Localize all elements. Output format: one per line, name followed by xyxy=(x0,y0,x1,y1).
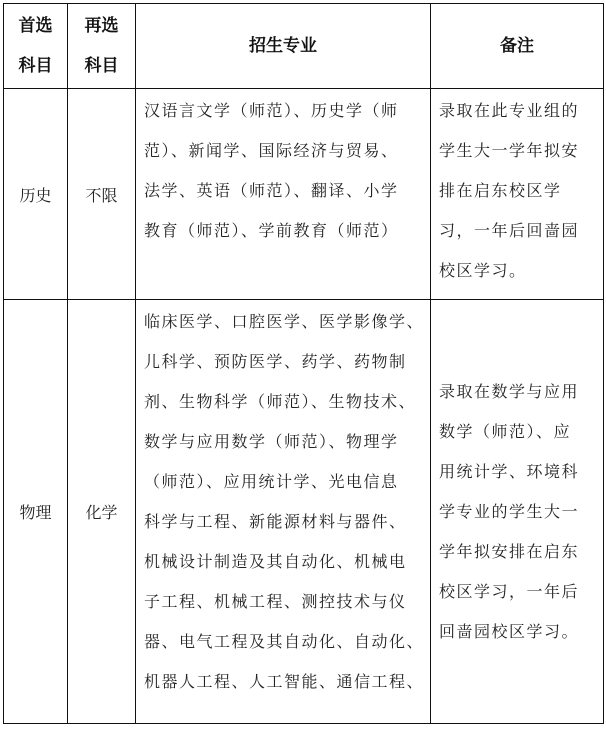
notes-line: 回啬园校区学习。 xyxy=(439,621,580,641)
notes-line: 排在启东校区学 xyxy=(439,181,562,200)
majors-cell xyxy=(136,300,431,724)
header-second-subject: 再选 科目 xyxy=(68,4,136,89)
majors-line: 机器人工程、人工智能、通信工程、 xyxy=(144,672,425,691)
first-subject-cell: 物理 xyxy=(4,300,68,724)
majors-line: 器、电气工程及其自动化、自动化、 xyxy=(144,632,425,651)
majors-line: 儿科学、预防医学、药学、药物制 xyxy=(144,352,407,371)
majors-line: 子工程、机械工程、测控技术与仪 xyxy=(144,592,407,611)
table-header-row xyxy=(4,4,604,89)
notes-line: 校区学习，一年后 xyxy=(439,581,580,601)
notes-line: 录取在数学与应用 xyxy=(439,381,580,401)
notes-line: 学年拟安排在启东 xyxy=(439,541,580,561)
majors-line: （师范）、应用统计学、光电信息 xyxy=(144,472,399,491)
admission-majors-table xyxy=(3,3,604,724)
header-first-subject: 首选 科目 xyxy=(4,4,68,89)
first-subject-cell: 历史 xyxy=(4,89,68,300)
notes-line: 校区学习。 xyxy=(439,261,527,280)
second-subject-cell: 不限 xyxy=(68,89,136,300)
majors-line: 教育（师范）、学前教育（师范） xyxy=(144,221,399,240)
majors-line: 临床医学、口腔医学、医学影像学、 xyxy=(144,312,425,331)
majors-line: 范）、新闻学、国际经济与贸易、 xyxy=(144,141,399,160)
header-notes: 备注 xyxy=(431,4,604,89)
majors-line: 法学、英语（师范）、翻译、小学 xyxy=(144,181,399,200)
notes-cell xyxy=(431,89,604,300)
header-majors: 招生专业 xyxy=(136,4,431,89)
notes-line: 学生大一学年拟安 xyxy=(439,141,580,160)
notes-cell xyxy=(431,300,604,724)
majors-line: 数学与应用数学（师范）、物理学 xyxy=(144,432,399,451)
notes-line: 学专业的学生大一 xyxy=(439,501,580,521)
majors-line: 科学与工程、新能源材料与器件、 xyxy=(144,512,407,531)
majors-cell xyxy=(136,89,431,300)
notes-line: 录取在此专业组的 xyxy=(439,101,580,120)
table-row xyxy=(4,89,604,300)
second-subject-cell: 化学 xyxy=(68,300,136,724)
table-row xyxy=(4,300,604,724)
majors-line: 剂、生物科学（师范）、生物技术、 xyxy=(144,392,417,411)
majors-line: 机械设计制造及其自动化、机械电 xyxy=(144,552,407,571)
notes-line: 习，一年后回啬园 xyxy=(439,221,580,240)
notes-line: 数学（师范）、应 xyxy=(439,421,572,441)
majors-line: 汉语言文学（师范）、历史学（师 xyxy=(144,101,399,120)
notes-line: 用统计学、环境科 xyxy=(439,461,580,481)
